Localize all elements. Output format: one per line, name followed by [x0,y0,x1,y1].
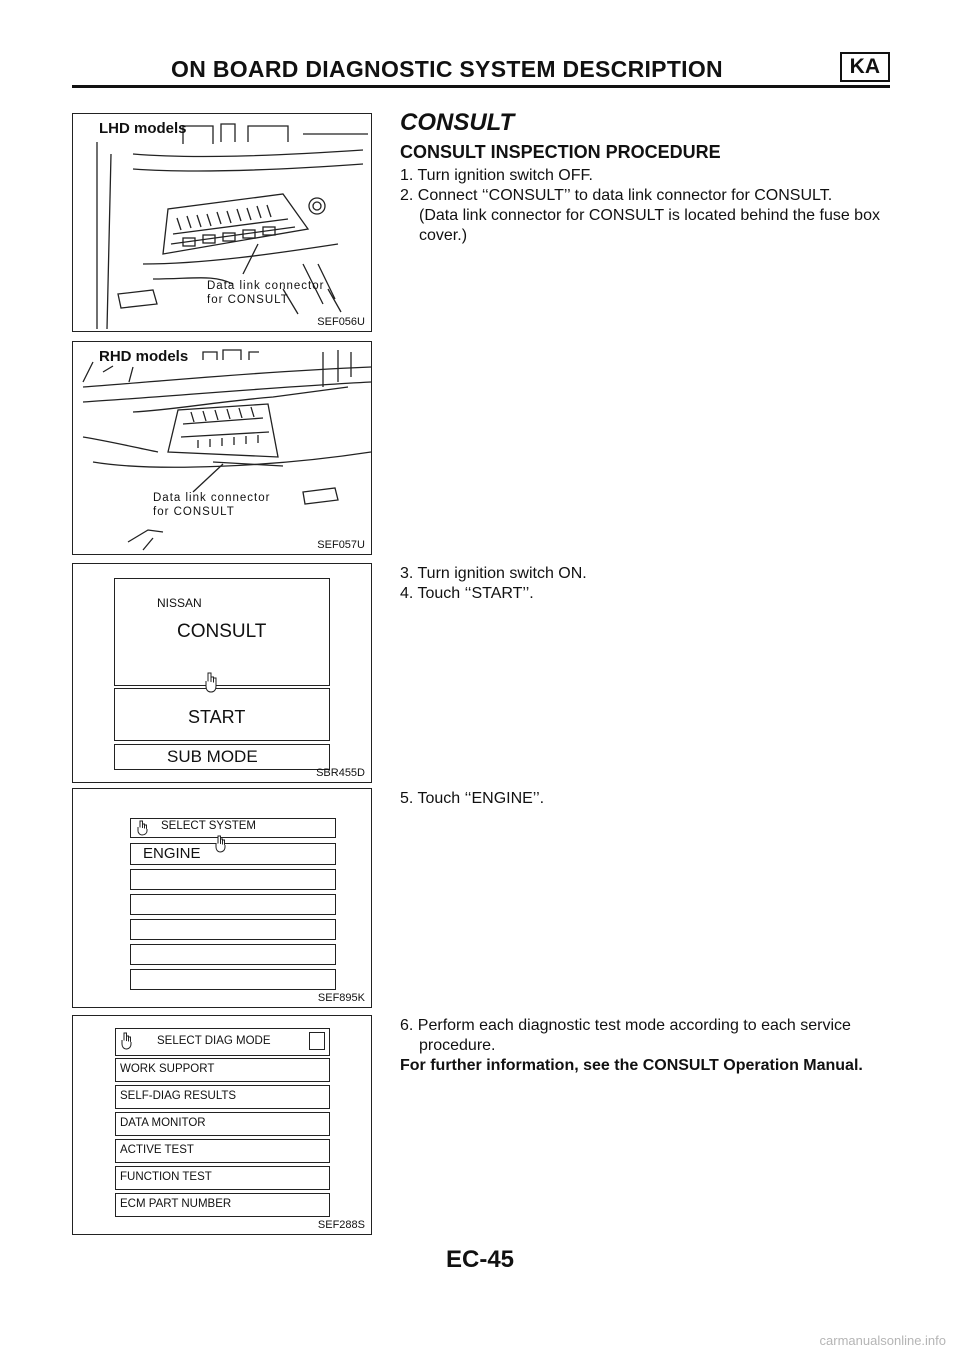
step-4: 4. Touch ‘‘START’’. [400,585,534,602]
start-figure-id: SBR455D [316,767,365,779]
step-3: 3. Turn ignition switch ON. [400,565,587,582]
start-button[interactable] [114,688,330,741]
step-5: 5. Touch ‘‘ENGINE’’. [400,790,545,807]
engine-button[interactable] [130,843,336,865]
rhd-heading: RHD models [99,348,189,365]
rhd-connector-label [153,491,270,519]
header-rule [72,85,890,88]
figure-rhd-connector [72,341,372,555]
select-system-title: SELECT SYSTEM [161,820,257,832]
step-6: 6. Perform each diagnostic test mode according to each service [400,1017,851,1034]
consult-product-label: CONSULT [177,621,267,642]
diag-mode-figure-id: SEF288S [317,1219,365,1231]
diag-mode-label: ACTIVE TEST [120,1144,194,1156]
empty-system-slot[interactable] [130,944,336,965]
sub-mode-button[interactable] [114,744,330,770]
lhd-label-line1: Data link connector [207,280,325,292]
checkbox-icon[interactable] [309,1032,325,1050]
page-header [72,52,890,84]
figure-select-diag-mode [72,1015,372,1235]
subsection-title: CONSULT INSPECTION PROCEDURE [400,142,721,162]
watermark: carmanualsonline.info [819,1333,946,1348]
sub-mode-label: SUB MODE [167,747,258,766]
touch-finger-icon [215,835,227,853]
page-number: EC-45 [445,1246,515,1273]
step-2: 2. Connect ‘‘CONSULT’’ to data link connector for CONSULT. [400,187,833,204]
figure-lhd-connector [72,113,372,332]
diag-mode-item[interactable] [115,1139,330,1163]
lhd-connector-label [207,279,324,307]
touch-finger-icon [137,820,149,836]
engine-button-label: ENGINE [143,845,201,862]
select-diag-mode-header [115,1028,330,1056]
intro-block [400,109,892,246]
step-2-note-text: (Data link connector for CONSULT is located behind the fuse box cover.) [419,207,880,244]
diag-mode-label: SELF-DIAG RESULTS [120,1090,237,1102]
step-6-block [400,1016,892,1076]
step-6-cont-text: procedure. [419,1037,496,1054]
lhd-heading: LHD models [99,120,187,137]
rhd-figure-id: SEF057U [317,539,365,551]
touch-finger-icon [204,672,218,694]
empty-system-slot[interactable] [130,969,336,990]
start-button-label: START [188,707,246,727]
diag-mode-item[interactable] [115,1193,330,1217]
lhd-figure-id: SEF056U [317,316,365,328]
figure-select-system [72,788,372,1008]
diag-mode-item[interactable] [115,1112,330,1136]
select-diag-mode-title: SELECT DIAG MODE [157,1035,271,1047]
diag-mode-label: WORK SUPPORT [120,1063,215,1075]
diag-mode-label: DATA MONITOR [120,1117,206,1129]
step-2-note [400,206,892,246]
consult-title-screen [114,578,330,686]
step-1: 1. Turn ignition switch OFF. [400,167,593,184]
step-6-continued [400,1036,892,1056]
empty-system-slot[interactable] [130,869,336,890]
header-title: ON BOARD DIAGNOSTIC SYSTEM DESCRIPTION [171,56,723,82]
diag-mode-item[interactable] [115,1085,330,1109]
touch-finger-icon [121,1032,133,1050]
operation-manual-note: For further information, see the CONSULT Operation Manual. [400,1057,863,1074]
figure-consult-start-screen [72,563,372,783]
select-system-header [130,818,336,838]
diag-mode-item[interactable] [115,1166,330,1190]
nissan-brand-label: NISSAN [157,596,202,610]
step-5-block [400,789,892,809]
rhd-label-line2: for CONSULT [153,506,235,518]
steps-3-4 [400,564,892,604]
empty-system-slot[interactable] [130,919,336,940]
select-system-figure-id: SEF895K [317,992,365,1004]
rhd-dashboard-drawing [73,342,371,554]
diag-mode-label: ECM PART NUMBER [120,1198,232,1210]
rhd-label-line1: Data link connector [153,492,271,504]
empty-system-slot[interactable] [130,894,336,915]
diag-mode-item[interactable] [115,1058,330,1082]
diag-mode-label: FUNCTION TEST [120,1171,212,1183]
lhd-label-line2: for CONSULT [207,294,289,306]
section-title: CONSULT [400,109,515,136]
header-badge: KA [840,52,890,82]
